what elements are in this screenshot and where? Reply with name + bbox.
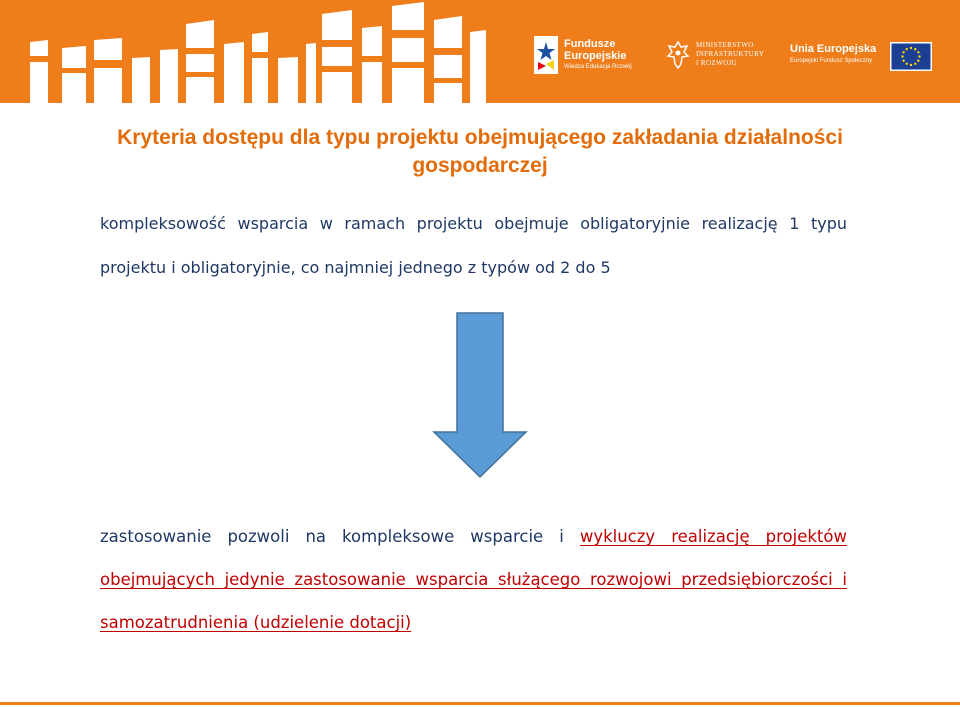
outcome-paragraph: [100, 515, 847, 644]
slide-title: Kryteria dostępu dla typu projektu obejmującego zakładania działalności gospodarczej: [117, 126, 843, 177]
eu-logo-subtitle: Europejski Fundusz Społeczny: [790, 58, 873, 64]
fundusze-europejskie-logo: [534, 36, 644, 76]
eu-logo-title: Unia Europejska: [790, 43, 877, 55]
fe-logo-subtitle: Wiedza Edukacja Rozwój: [564, 64, 632, 70]
header-bar: [0, 0, 960, 103]
ministry-line2: INFRASTRUKTURY: [696, 50, 765, 58]
footer-line: [0, 702, 960, 705]
fe-logo-title: [564, 38, 626, 62]
down-arrow-icon: [430, 310, 530, 480]
criteria-paragraph: kompleksowość wsparcia w ramach projektu obejmuje obligatoryjnie realizację 1 typu projektu i obligatoryjnie, co najmniej jednego z typów od 2 do 5: [100, 214, 847, 277]
ministry-line3: I ROZWOJU: [696, 59, 738, 67]
outcome-highlight: wykluczy realizację projektów obejmujących jedynie zastosowanie wsparcia służącego rozwojowi przedsiębiorczości i samozatrudnienia (udzielenie dotacji): [100, 527, 847, 632]
outcome-text: zastosowanie pozwoli na kompleksowe wsparcie i: [100, 527, 580, 546]
ministry-logo: [666, 40, 776, 72]
polish-eagle-emblem-icon: [666, 40, 690, 70]
ministry-line1: MINISTERSTWO: [696, 41, 754, 49]
decorative-blocks: [0, 0, 520, 103]
eu-logo: [790, 42, 935, 72]
eu-flag-icon: [890, 42, 932, 71]
ministry-logo-text: [696, 41, 764, 68]
fe-logo-line1: Fundusze: [564, 38, 616, 50]
fundusze-europejskie-star-icon: [534, 36, 558, 74]
fe-logo-line2: Europejskie: [564, 50, 627, 62]
